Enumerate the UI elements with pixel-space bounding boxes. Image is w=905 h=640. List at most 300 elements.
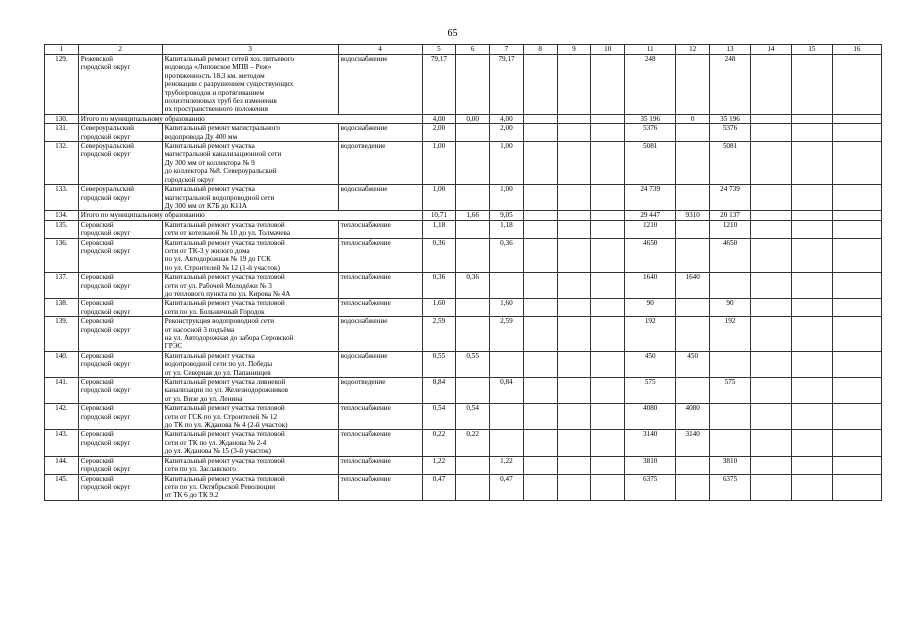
row-number: 143. [45,430,79,456]
project-description-cell: Капитальный ремонт сетей хоз. питьевого водовода «Липовское МПВ – Реж» протяженность 18,3 км. методом реновации с разрушением существующих трубопроводов и протягиванием полиэтиленовых труб без изменения их пространственного положения [162,55,338,115]
utility-type-cell: водоснабжение [338,124,422,142]
value-cell-6 [456,317,490,352]
value-cell-10 [591,474,625,500]
row-number: 138. [45,299,79,317]
utility-type-cell: теплоснабжение [338,273,422,299]
value-cell-10 [591,55,625,115]
utility-type-cell: теплоснабжение [338,430,422,456]
value-cell-6: 1,66 [456,211,490,220]
value-cell-15 [791,185,832,211]
row-number: 139. [45,317,79,352]
value-cell-13: 3810 [710,456,751,474]
column-header: 13 [710,45,751,55]
table-row [45,55,882,115]
value-cell-14 [750,474,791,500]
value-cell-12 [676,238,710,273]
value-cell-9 [557,299,591,317]
value-cell-6 [456,238,490,273]
value-cell-11: 5376 [625,124,676,142]
value-cell-16 [832,55,881,115]
table-row [45,185,882,211]
value-cell-7: 0,36 [490,238,524,273]
municipality-cell: Серовский городской округ [78,456,162,474]
value-cell-9 [557,211,591,220]
column-header: 6 [456,45,490,55]
value-cell-8 [523,456,557,474]
project-description-cell: Капитальный ремонт магистрального водопровода Ду 400 мм [162,124,338,142]
value-cell-8 [523,238,557,273]
column-header: 2 [78,45,162,55]
value-cell-16 [832,317,881,352]
value-cell-8 [523,220,557,238]
value-cell-16 [832,351,881,377]
value-cell-14 [750,299,791,317]
value-cell-6 [456,142,490,185]
value-cell-10 [591,124,625,142]
column-header: 12 [676,45,710,55]
value-cell-5: 2,59 [422,317,456,352]
value-cell-10 [591,317,625,352]
value-cell-7: 0,84 [490,378,524,404]
municipality-cell: Серовский городской округ [78,317,162,352]
value-cell-8 [523,114,557,123]
value-cell-6: 0,36 [456,273,490,299]
value-cell-14 [750,238,791,273]
table-row [45,238,882,273]
municipality-cell: Серовский городской округ [78,351,162,377]
row-number: 132. [45,142,79,185]
column-header: 1 [45,45,79,55]
value-cell-13: 575 [710,378,751,404]
value-cell-11: 4080 [625,404,676,430]
value-cell-9 [557,142,591,185]
value-cell-5: 2,00 [422,124,456,142]
utility-type-cell: водоотведение [338,378,422,404]
value-cell-15 [791,456,832,474]
utility-type-cell: водоснабжение [338,55,422,115]
value-cell-13: 5376 [710,124,751,142]
value-cell-7: 1,00 [490,185,524,211]
table-row [45,474,882,500]
value-cell-10 [591,456,625,474]
value-cell-15 [791,317,832,352]
row-number: 130. [45,114,79,123]
utility-type-cell: теплоснабжение [338,456,422,474]
value-cell-11: 29 447 [625,211,676,220]
value-cell-13: 6375 [710,474,751,500]
value-cell-10 [591,185,625,211]
table-row [45,456,882,474]
value-cell-11: 450 [625,351,676,377]
value-cell-7: 1,18 [490,220,524,238]
value-cell-8 [523,211,557,220]
municipality-cell: Серовский городской округ [78,220,162,238]
value-cell-11: 1210 [625,220,676,238]
value-cell-15 [791,378,832,404]
value-cell-13: 248 [710,55,751,115]
value-cell-7: 1,22 [490,456,524,474]
utility-type-cell: теплоснабжение [338,474,422,500]
project-description-cell: Капитальный ремонт участка тепловой сети от ТК-3 у жилого дома по ул. Автодорожная № 19 до ГСК по ул. Строителей № 12 (1-й участок) [162,238,338,273]
project-description-cell: Капитальный ремонт участка тепловой сети от ГСК по ул. Строителей № 12 до ТК по ул. Жданова № 4 (2-й участок) [162,404,338,430]
value-cell-6 [456,220,490,238]
value-cell-6: 0,00 [456,114,490,123]
value-cell-9 [557,404,591,430]
row-number: 129. [45,55,79,115]
value-cell-10 [591,351,625,377]
value-cell-6 [456,456,490,474]
value-cell-8 [523,378,557,404]
value-cell-13 [710,273,751,299]
value-cell-8 [523,317,557,352]
value-cell-7: 1,60 [490,299,524,317]
municipality-cell: Североуральский городской округ [78,124,162,142]
value-cell-6 [456,378,490,404]
value-cell-13 [710,430,751,456]
value-cell-12: 1640 [676,273,710,299]
value-cell-9 [557,430,591,456]
table-row [45,220,882,238]
value-cell-14 [750,351,791,377]
value-cell-5: 1,18 [422,220,456,238]
value-cell-7 [490,273,524,299]
value-cell-9 [557,474,591,500]
value-cell-14 [750,124,791,142]
value-cell-11: 1640 [625,273,676,299]
utility-type-cell: водоснабжение [338,351,422,377]
value-cell-5: 79,17 [422,55,456,115]
column-header: 4 [338,45,422,55]
value-cell-12: 450 [676,351,710,377]
table-row [45,299,882,317]
value-cell-10 [591,220,625,238]
total-label: Итого по муниципальному образованию [78,211,422,220]
value-cell-14 [750,185,791,211]
value-cell-14 [750,114,791,123]
value-cell-5: 4,00 [422,114,456,123]
value-cell-11: 3810 [625,456,676,474]
value-cell-5: 0,55 [422,351,456,377]
municipality-cell: Серовский городской округ [78,273,162,299]
value-cell-5: 0,36 [422,238,456,273]
value-cell-12 [676,55,710,115]
value-cell-9 [557,273,591,299]
value-cell-13 [710,404,751,430]
value-cell-9 [557,351,591,377]
row-number: 136. [45,238,79,273]
municipality-cell: Серовский городской округ [78,378,162,404]
value-cell-8 [523,299,557,317]
value-cell-11: 35 196 [625,114,676,123]
total-label: Итого по муниципальному образованию [78,114,422,123]
value-cell-13 [710,351,751,377]
value-cell-11: 3140 [625,430,676,456]
utility-type-cell: водоотведение [338,142,422,185]
municipality-cell: Серовский городской округ [78,404,162,430]
value-cell-12: 4080 [676,404,710,430]
value-cell-7: 9,05 [490,211,524,220]
utility-type-cell: теплоснабжение [338,220,422,238]
value-cell-5: 1,22 [422,456,456,474]
row-number: 131. [45,124,79,142]
project-description-cell: Капитальный ремонт участка водопроводной сети по ул. Победы от ул. Северная до ул. Папанинцев [162,351,338,377]
value-cell-6 [456,474,490,500]
value-cell-11: 4650 [625,238,676,273]
utility-type-cell: водоснабжение [338,317,422,352]
value-cell-11: 575 [625,378,676,404]
row-number: 145. [45,474,79,500]
value-cell-8 [523,124,557,142]
value-cell-12 [676,378,710,404]
value-cell-14 [750,211,791,220]
municipality-cell: Серовский городской округ [78,430,162,456]
project-description-cell: Капитальный ремонт участка магистральной канализационной сети Ду 300 мм от коллектора № 9 до коллектора №8. Североуральский городской округ [162,142,338,185]
value-cell-8 [523,55,557,115]
value-cell-7: 0,47 [490,474,524,500]
municipality-cell: Серовский городской округ [78,238,162,273]
column-header: 11 [625,45,676,55]
value-cell-16 [832,378,881,404]
value-cell-8 [523,430,557,456]
value-cell-6 [456,55,490,115]
value-cell-16 [832,142,881,185]
value-cell-16 [832,211,881,220]
value-cell-14 [750,456,791,474]
project-description-cell: Капитальный ремонт участка тепловой сети от котельной № 10 до ул. Толмачева [162,220,338,238]
utility-type-cell: теплоснабжение [338,238,422,273]
column-header: 8 [523,45,557,55]
municipality-cell: Серовский городской округ [78,474,162,500]
program-table [44,44,882,501]
value-cell-10 [591,114,625,123]
value-cell-10 [591,142,625,185]
value-cell-13: 90 [710,299,751,317]
value-cell-14 [750,142,791,185]
value-cell-7: 79,17 [490,55,524,115]
value-cell-8 [523,404,557,430]
value-cell-5: 0,47 [422,474,456,500]
value-cell-16 [832,404,881,430]
value-cell-10 [591,378,625,404]
value-cell-15 [791,55,832,115]
value-cell-6: 0,54 [456,404,490,430]
value-cell-16 [832,474,881,500]
value-cell-13: 35 196 [710,114,751,123]
value-cell-13: 20 137 [710,211,751,220]
value-cell-11: 192 [625,317,676,352]
row-number: 133. [45,185,79,211]
table-row [45,351,882,377]
value-cell-12 [676,299,710,317]
value-cell-12 [676,220,710,238]
value-cell-12: 0 [676,114,710,123]
table-row [45,142,882,185]
value-cell-14 [750,404,791,430]
project-description-cell: Капитальный ремонт участка тепловой сети по ул. Заславского [162,456,338,474]
column-header: 7 [490,45,524,55]
value-cell-7 [490,430,524,456]
value-cell-14 [750,430,791,456]
value-cell-16 [832,299,881,317]
value-cell-16 [832,456,881,474]
value-cell-13: 5081 [710,142,751,185]
page-number: 65 [447,28,458,39]
value-cell-7: 4,00 [490,114,524,123]
value-cell-6 [456,124,490,142]
value-cell-16 [832,238,881,273]
value-cell-5: 0,36 [422,273,456,299]
value-cell-9 [557,238,591,273]
value-cell-14 [750,273,791,299]
value-cell-7 [490,404,524,430]
table-row [45,124,882,142]
value-cell-15 [791,114,832,123]
value-cell-10 [591,430,625,456]
value-cell-9 [557,114,591,123]
project-description-cell: Капитальный ремонт участка ливневой канализации по ул. Железнодорожников от ул. Визе до ул. Ленина [162,378,338,404]
column-header: 15 [791,45,832,55]
value-cell-12 [676,124,710,142]
value-cell-14 [750,220,791,238]
value-cell-9 [557,456,591,474]
value-cell-16 [832,273,881,299]
value-cell-12 [676,317,710,352]
value-cell-11: 5081 [625,142,676,185]
column-header: 9 [557,45,591,55]
value-cell-12 [676,456,710,474]
value-cell-14 [750,317,791,352]
value-cell-10 [591,238,625,273]
value-cell-9 [557,185,591,211]
column-header: 5 [422,45,456,55]
row-number: 141. [45,378,79,404]
value-cell-11: 248 [625,55,676,115]
column-header: 10 [591,45,625,55]
value-cell-14 [750,378,791,404]
row-number: 144. [45,456,79,474]
value-cell-12: 9310 [676,211,710,220]
value-cell-12 [676,474,710,500]
municipality-cell: Режевской городской округ [78,55,162,115]
value-cell-8 [523,142,557,185]
value-cell-15 [791,474,832,500]
value-cell-16 [832,124,881,142]
value-cell-7: 2,00 [490,124,524,142]
total-row [45,114,882,123]
value-cell-5: 0,22 [422,430,456,456]
value-cell-10 [591,404,625,430]
row-number: 137. [45,273,79,299]
column-number-row [45,45,882,55]
row-number: 142. [45,404,79,430]
value-cell-5: 0,54 [422,404,456,430]
value-cell-12 [676,185,710,211]
column-header: 3 [162,45,338,55]
value-cell-16 [832,220,881,238]
value-cell-7: 2,59 [490,317,524,352]
value-cell-8 [523,474,557,500]
municipality-cell: Североуральский городской округ [78,142,162,185]
value-cell-9 [557,317,591,352]
column-header: 16 [832,45,881,55]
value-cell-12: 3140 [676,430,710,456]
project-description-cell: Капитальный ремонт участка тепловой сети по ул. Больничный Городок [162,299,338,317]
value-cell-16 [832,114,881,123]
project-description-cell: Капитальный ремонт участка магистральной водопроводной сети Ду 300 мм от К7Б до К11А [162,185,338,211]
value-cell-11: 90 [625,299,676,317]
project-description-cell: Капитальный ремонт участка тепловой сети по ул. Октябрьской Революции от ТК 6 до ТК 9.2 [162,474,338,500]
value-cell-13: 4650 [710,238,751,273]
table-row [45,378,882,404]
value-cell-7 [490,351,524,377]
value-cell-9 [557,220,591,238]
value-cell-5: 1,00 [422,142,456,185]
project-description-cell: Капитальный ремонт участка тепловой сети от ул. Рабочей Молодёжи № 3 до теплового пункта по ул. Кирова № 4А [162,273,338,299]
table-row [45,273,882,299]
value-cell-16 [832,185,881,211]
value-cell-15 [791,273,832,299]
value-cell-15 [791,211,832,220]
value-cell-15 [791,220,832,238]
row-number: 134. [45,211,79,220]
value-cell-10 [591,211,625,220]
value-cell-8 [523,185,557,211]
value-cell-13: 192 [710,317,751,352]
value-cell-10 [591,299,625,317]
value-cell-6 [456,185,490,211]
value-cell-6 [456,299,490,317]
value-cell-13: 24 739 [710,185,751,211]
project-description-cell: Капитальный ремонт участка тепловой сети от ТК по ул. Жданова № 2-4 до ул. Жданова № 15 (3-й участок) [162,430,338,456]
value-cell-7: 1,00 [490,142,524,185]
value-cell-15 [791,142,832,185]
value-cell-13: 1210 [710,220,751,238]
table-row [45,317,882,352]
value-cell-14 [750,55,791,115]
utility-type-cell: теплоснабжение [338,404,422,430]
value-cell-11: 6375 [625,474,676,500]
value-cell-5: 10,71 [422,211,456,220]
value-cell-11: 24 739 [625,185,676,211]
value-cell-5: 1,00 [422,185,456,211]
value-cell-10 [591,273,625,299]
project-description-cell: Реконструкция водопроводной сети от насосной 3 подъёма на ул. Автодорожная до забора Серовской ГРЭС [162,317,338,352]
municipality-cell: Североуральский городской округ [78,185,162,211]
value-cell-15 [791,351,832,377]
total-row [45,211,882,220]
utility-type-cell: теплоснабжение [338,299,422,317]
value-cell-15 [791,404,832,430]
value-cell-15 [791,238,832,273]
row-number: 135. [45,220,79,238]
value-cell-12 [676,142,710,185]
value-cell-5: 0,84 [422,378,456,404]
value-cell-8 [523,273,557,299]
value-cell-15 [791,430,832,456]
value-cell-15 [791,299,832,317]
municipality-cell: Серовский городской округ [78,299,162,317]
table-row [45,430,882,456]
value-cell-6: 0,22 [456,430,490,456]
value-cell-9 [557,55,591,115]
value-cell-15 [791,124,832,142]
value-cell-9 [557,378,591,404]
value-cell-8 [523,351,557,377]
utility-type-cell: водоснабжение [338,185,422,211]
value-cell-9 [557,124,591,142]
table-row [45,404,882,430]
row-number: 140. [45,351,79,377]
